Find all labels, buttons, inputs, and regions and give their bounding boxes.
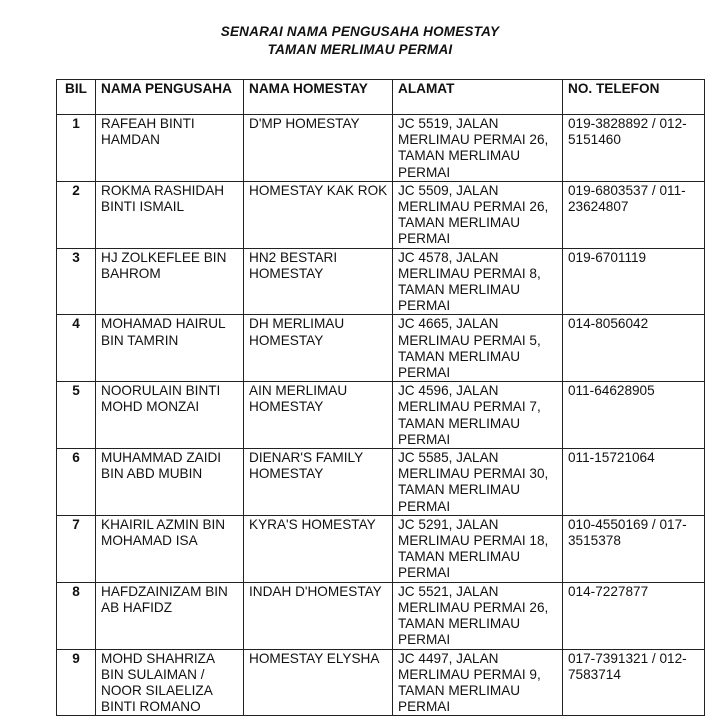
- table-row: [57, 315, 705, 382]
- cell-bil: 8: [57, 582, 96, 649]
- cell-nama: MOHAMAD HAIRUL BIN TAMRIN: [96, 315, 244, 382]
- table-row: [57, 515, 705, 582]
- cell-telefon: 017-7391321 / 012-7583714: [563, 649, 705, 716]
- header-nama-homestay: NAMA HOMESTAY: [244, 80, 393, 115]
- cell-nama: NOORULAIN BINTI MOHD MONZAI: [96, 382, 244, 449]
- cell-homestay: HN2 BESTARI HOMESTAY: [244, 248, 393, 315]
- cell-homestay: D'MP HOMESTAY: [244, 115, 393, 182]
- cell-bil: 1: [57, 115, 96, 182]
- table-row: [57, 449, 705, 516]
- cell-alamat: JC 4665, JALAN MERLIMAU PERMAI 5, TAMAN MERLIMAU PERMAI: [393, 315, 563, 382]
- cell-homestay: AIN MERLIMAU HOMESTAY: [244, 382, 393, 449]
- cell-nama: HAFDZAINIZAM BIN AB HAFIDZ: [96, 582, 244, 649]
- cell-homestay: HOMESTAY ELYSHA: [244, 649, 393, 716]
- cell-alamat: JC 5585, JALAN MERLIMAU PERMAI 30, TAMAN MERLIMAU PERMAI: [393, 449, 563, 516]
- cell-bil: 6: [57, 449, 96, 516]
- cell-bil: 4: [57, 315, 96, 382]
- cell-nama: KHAIRIL AZMIN BIN MOHAMAD ISA: [96, 515, 244, 582]
- cell-telefon: 019-3828892 / 012-5151460: [563, 115, 705, 182]
- table-header-row: [57, 80, 705, 115]
- table-row: [57, 382, 705, 449]
- document-title: SENARAI NAMA PENGUSAHA HOMESTAY: [220, 24, 500, 39]
- cell-nama: MOHD SHAHRIZA BIN SULAIMAN / NOOR SILAELIZA BINTI ROMANO: [96, 649, 244, 716]
- cell-nama: HJ ZOLKEFLEE BIN BAHROM: [96, 248, 244, 315]
- cell-bil: 7: [57, 515, 96, 582]
- cell-alamat: JC 5521, JALAN MERLIMAU PERMAI 26, TAMAN MERLIMAU PERMAI: [393, 582, 563, 649]
- cell-alamat: JC 4596, JALAN MERLIMAU PERMAI 7, TAMAN MERLIMAU PERMAI: [393, 382, 563, 449]
- cell-bil: 5: [57, 382, 96, 449]
- cell-nama: ROKMA RASHIDAH BINTI ISMAIL: [96, 181, 244, 248]
- cell-alamat: JC 5509, JALAN MERLIMAU PERMAI 26, TAMAN MERLIMAU PERMAI: [393, 181, 563, 248]
- cell-homestay: KYRA'S HOMESTAY: [244, 515, 393, 582]
- document-subtitle: TAMAN MERLIMAU PERMAI: [267, 42, 453, 57]
- cell-bil: 9: [57, 649, 96, 716]
- table-row: [57, 115, 705, 182]
- table-row: [57, 248, 705, 315]
- table-row: [57, 181, 705, 248]
- cell-bil: 3: [57, 248, 96, 315]
- header-nama-pengusaha: NAMA PENGUSAHA: [96, 80, 244, 115]
- header-no-telefon: NO. TELEFON: [563, 80, 705, 115]
- cell-nama: MUHAMMAD ZAIDI BIN ABD MUBIN: [96, 449, 244, 516]
- cell-homestay: HOMESTAY KAK ROK: [244, 181, 393, 248]
- cell-telefon: 019-6803537 / 011-23624807: [563, 181, 705, 248]
- cell-bil: 2: [57, 181, 96, 248]
- table-row: [57, 582, 705, 649]
- cell-alamat: JC 4497, JALAN MERLIMAU PERMAI 9, TAMAN MERLIMAU PERMAI: [393, 649, 563, 716]
- cell-alamat: JC 5519, JALAN MERLIMAU PERMAI 26, TAMAN MERLIMAU PERMAI: [393, 115, 563, 182]
- cell-telefon: 011-64628905: [563, 382, 705, 449]
- cell-telefon: 014-8056042: [563, 315, 705, 382]
- cell-alamat: JC 5291, JALAN MERLIMAU PERMAI 18, TAMAN MERLIMAU PERMAI: [393, 515, 563, 582]
- cell-telefon: 014-7227877: [563, 582, 705, 649]
- cell-homestay: DIENAR'S FAMILY HOMESTAY: [244, 449, 393, 516]
- header-bil: BIL: [57, 80, 96, 115]
- cell-homestay: INDAH D'HOMESTAY: [244, 582, 393, 649]
- cell-alamat: JC 4578, JALAN MERLIMAU PERMAI 8, TAMAN MERLIMAU PERMAI: [393, 248, 563, 315]
- cell-nama: RAFEAH BINTI HAMDAN: [96, 115, 244, 182]
- cell-homestay: DH MERLIMAU HOMESTAY: [244, 315, 393, 382]
- cell-telefon: 019-6701119: [563, 248, 705, 315]
- cell-telefon: 011-15721064: [563, 449, 705, 516]
- header-alamat: ALAMAT: [393, 80, 563, 115]
- homestay-table: [56, 79, 705, 716]
- cell-telefon: 010-4550169 / 017-3515378: [563, 515, 705, 582]
